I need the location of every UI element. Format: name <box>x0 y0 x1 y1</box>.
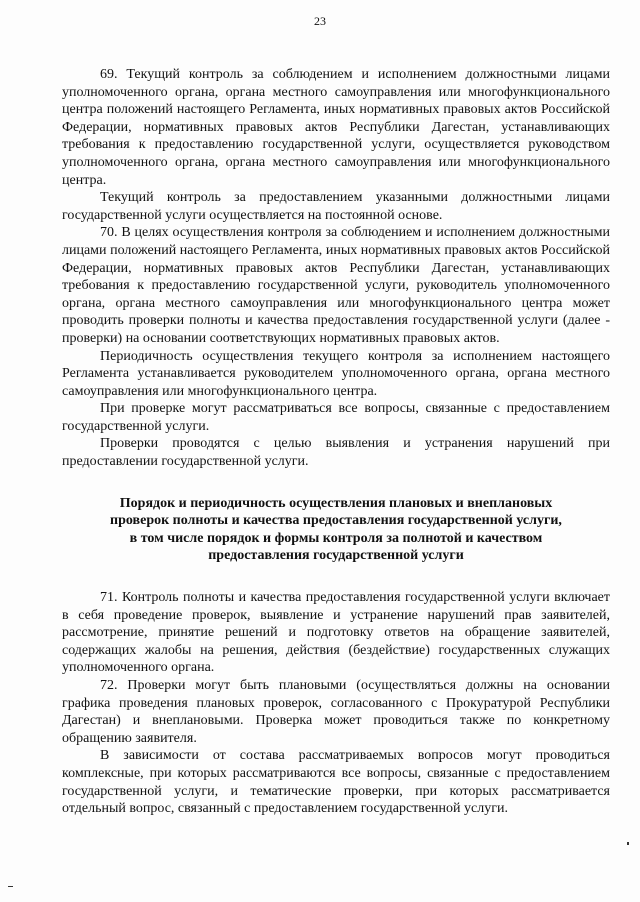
scan-mark <box>627 842 629 845</box>
section-heading-line: предоставления государственной услуги <box>208 548 464 564</box>
paragraph-inspection-purpose: Проверки проводятся с целью выявления и устранения нарушений при предоставлении государственной услуги. <box>62 436 610 470</box>
document-body <box>62 66 610 818</box>
page-number: 23 <box>314 14 326 28</box>
paragraph-72: 72. Проверки могут быть плановыми (осуществляться должны на основании графика проведения плановых проверок, согласованного с Прокуратурой Республики Дагестан) и внеплановыми. Проверка может проводиться также по конкретному обращению заявителя. <box>62 678 610 746</box>
section-heading-line: проверок полноты и качества предоставления государственной услуги, <box>110 513 562 529</box>
paragraph-71: 71. Контроль полноты и качества предоставления государственной услуги включает в себя проведение проверок, выявление и устранение нарушений прав заявителей, рассмотрение, принятие решений и подготовку ответов на обращение заявителей, содержащих жалобы на решения, действия (бездействие) государственных служащих уполномоченного органа. <box>62 590 610 676</box>
scan-mark <box>8 886 13 887</box>
section-heading-line: Порядок и периодичность осуществления плановых и внеплановых <box>119 495 553 511</box>
section-heading-line: в том числе порядок и формы контроля за полнотой и качеством <box>129 530 543 546</box>
paragraph-inspection-types: В зависимости от состава рассматриваемых вопросов могут проводиться комплексные, при которых рассматриваются все вопросы, связанные с предоставлением государственной услуги, и тематические проверки, при которых рассматривается отдельный вопрос, связанный с предоставлением государственной услуги. <box>62 748 610 817</box>
section-heading <box>62 495 610 565</box>
paragraph-periodicity: Периодичность осуществления текущего контроля за исполнением настоящего Регламента устанавливается руководителем уполномоченного органа, органа местного самоуправления или многофункционального центра. <box>62 348 610 399</box>
paragraph-70: 70. В целях осуществления контроля за соблюдением и исполнением должностными лицами положений настоящего Регламента, иных нормативных правовых актов Российской Федерации, нормативных правовых актов Республики Дагестан, устанавливающих требования к предоставлению государственной услуги, руководитель уполномоченного органа, органа местного самоуправления или многофункционального центра может проводить проверки полноты и качества предоставления государственной услуги (далее - проверки) на основании соответствующих нормативных правовых актов. <box>62 225 610 346</box>
paragraph-69: 69. Текущий контроль за соблюдением и исполнением должностными лицами уполномоченного органа, органа местного самоуправления или многофункционального центра положений настоящего Регламента, иных нормативных правовых актов Российской Федерации, нормативных правовых актов Республики Дагестан, устанавливающих требования к предоставлению государственной услуги, осуществляется руководством уполномоченного органа, органа местного самоуправления или многофункционального центра. <box>62 67 610 188</box>
paragraph-current-control: Текущий контроль за предоставлением указанными должностными лицами государственной услуги осуществляется на постоянной основе. <box>62 190 610 223</box>
paragraph-inspection-questions: При проверке могут рассматриваться все вопросы, связанные с предоставлением государственной услуги. <box>62 401 610 434</box>
